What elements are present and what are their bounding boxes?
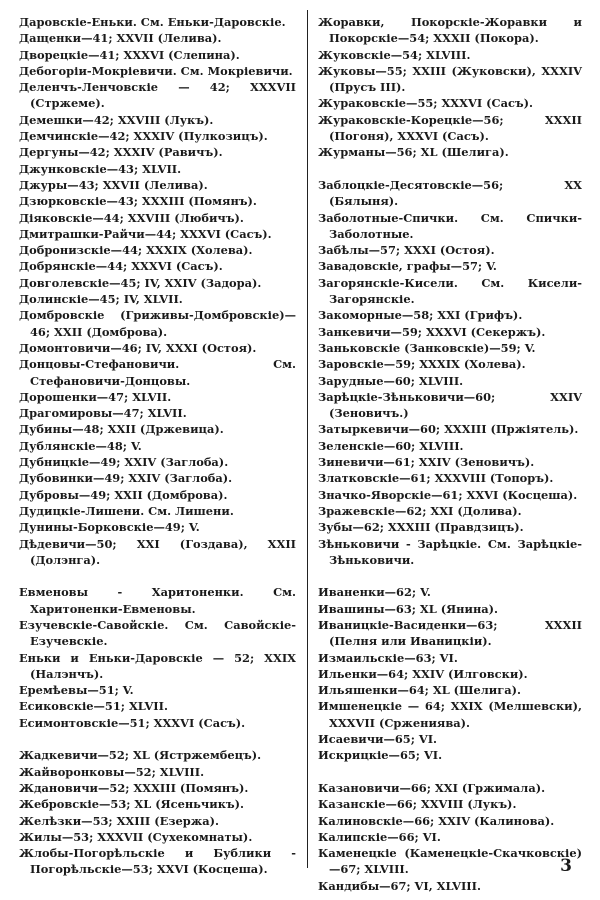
index-entry: Ильенки—64; XXIV (Илговски).: [318, 666, 528, 681]
index-entry: Зѣньковичи - Зарѣцкіе. См. Зарѣцкіе-Зѣньковичи.: [318, 536, 582, 567]
index-entry: Дублянскіе—48; V.: [19, 438, 142, 453]
section-gap: [318, 764, 582, 780]
index-entry: Загорянскіе-Кисели. См. Кисели-Загорянскіе.: [318, 275, 582, 307]
index-entry: Дворецкіе—41; XXXVI (Слепина).: [19, 47, 240, 62]
column-divider: [307, 10, 308, 868]
index-entry: Жоравки, Покорскіе-Жоравки и Покорскіе—54; XXXII (Покора).: [318, 15, 582, 46]
section-gap: [318, 161, 582, 177]
index-entry: Ильяшенки—64; XL (Шелига).: [318, 683, 521, 698]
section-gap: [318, 568, 582, 584]
index-entry: Журманы—56; XL (Шелига).: [318, 145, 509, 160]
index-entry: Жураковскіе—55; XXXVI (Сасъ).: [318, 96, 533, 111]
index-entry: Жлобы-Погорѣльскіе и Бублики - Погорѣльскіе—53; XXVI (Косцеша).: [19, 846, 296, 877]
index-entry: Казанскіе—66; XXVIII (Лукъ).: [318, 797, 517, 812]
index-entry: Зарѣцкіе-Зѣньковичи—60; XXIV (Зеновичъ.): [318, 389, 582, 421]
index-entry: Кандибы—67; VI, XLVIII.: [318, 878, 481, 893]
index-entry: Заровскіе—59; XXXIX (Холева).: [318, 357, 526, 372]
index-entry: Домбровскіе (Гриживы-Домбровскіе)—46; XXII (Домброва).: [19, 308, 296, 339]
index-entry: Закоморные—58; XXI (Грифъ).: [318, 308, 523, 323]
index-entry: Діяковскіе—44; XXVIII (Любичъ).: [19, 210, 244, 225]
index-entry: Драгомировы—47; XLVII.: [19, 406, 187, 421]
index-entry: Искрицкіе—65; VI.: [318, 748, 443, 763]
index-entry: Дорошенки—47; XLVII.: [19, 389, 172, 404]
index-entry: Затыркевичи—60; XXXIII (Пржіятель).: [318, 422, 579, 437]
index-entry: Жуковы—55; XXIII (Жуковски), XXXIV (Прусъ III).: [318, 63, 582, 95]
index-group: [19, 747, 296, 877]
index-entry: Желѣзки—53; XXIII (Езержа).: [19, 813, 220, 828]
index-entry: Зражевскіе—62; XXI (Долива).: [318, 503, 522, 518]
left-column: [19, 14, 296, 878]
index-group: [19, 584, 296, 731]
index-entry: Ждановичи—52; XXXIII (Помянъ).: [19, 780, 249, 795]
index-entry: Деленчъ-Ленчовскіе — 42; XXXVII (Стржеме).: [19, 80, 296, 111]
index-entry: Дзюрковскіе—43; XXXIII (Помянъ).: [19, 194, 257, 209]
index-entry: Дергуны—42; XXXIV (Равичъ).: [19, 145, 223, 160]
index-entry: Джунковскіе—43; XLVII.: [19, 161, 182, 176]
index-entry: Дунины-Борковскіе—49; V.: [19, 520, 200, 535]
index-entry: Зиневичи—61; XXIV (Зеновичъ).: [318, 455, 535, 470]
index-entry: Демчинскіе—42; XXXIV (Пулкозицъ).: [19, 129, 268, 144]
index-entry: Заньковскіе (Занковскіе)—59; V.: [318, 340, 536, 355]
index-entry: Завадовскіе, графы—57; V.: [318, 259, 497, 274]
index-entry: Жураковскіе-Корецкіе—56; XXXII (Погоня), XXXVI (Сасъ).: [318, 112, 582, 144]
index-entry: Зубы—62; XXXIII (Правдзицъ).: [318, 520, 524, 535]
index-entry: Забѣлы—57; XXXI (Остоя).: [318, 243, 495, 258]
index-entry: Домонтовичи—46; IV, XXXI (Остоя).: [19, 340, 257, 355]
index-entry: Калиновскіе—66; XXIV (Калинова).: [318, 813, 555, 828]
section-gap: [19, 568, 296, 584]
index-entry: Исаевичи—65; VI.: [318, 732, 438, 747]
index-entry: Дѣдевичи—50; XXI (Гоздава), XXII (Долэнга).: [19, 536, 296, 567]
index-group: [318, 780, 582, 894]
index-entry: Жебровскіе—53; XL (Ясеньчикъ).: [19, 797, 245, 812]
index-entry: Есимонтовскіе—51; XXXVI (Сасъ).: [19, 715, 246, 730]
index-entry: Езучевскіе-Савойскіе. См. Савойскіе-Езучевскіе.: [19, 617, 296, 649]
index-entry: Добронизскіе—44; XXXIX (Холева).: [19, 243, 253, 258]
index-entry: Жилы—53; XXXVII (Сухекомнаты).: [19, 829, 253, 844]
index-entry: Евменовы - Харитоненки. См. Харитоненки-Евменовы.: [19, 585, 296, 616]
section-gap: [19, 731, 296, 747]
index-entry: Значко-Яворскіе—61; XXVI (Косцеша).: [318, 487, 578, 502]
index-entry: Дубницкіе—49; XXIV (Заглоба).: [19, 455, 229, 470]
index-entry: Златковскіе—61; XXXVIII (Топоръ).: [318, 471, 554, 486]
index-group: [318, 177, 582, 568]
index-entry: Заболотные-Спички. См. Спички-Заболотные.: [318, 210, 582, 241]
index-entry: Джуры—43; XXVII (Лелива).: [19, 177, 208, 192]
index-entry: Даровскіе-Еньки. См. Еньки-Даровскіе.: [19, 15, 286, 29]
index-entry: Зеленскіе—60; XLVIII.: [318, 438, 464, 453]
index-entry: Дащенки—41; XXVII (Лелива).: [19, 31, 222, 46]
page-number: 3: [560, 856, 572, 876]
index-entry: Дубровы—49; XXII (Домброва).: [19, 487, 228, 502]
index-entry: Дебогоріи-Мокріевичи. См. Мокріевичи.: [19, 63, 293, 78]
index-entry: Дмитрашки-Райчи—44; XXXVI (Сасъ).: [19, 226, 272, 241]
index-entry: Жуковскіе—54; XLVIII.: [318, 47, 471, 62]
index-entry: Калипскіе—66; VI.: [318, 829, 441, 844]
index-entry: Жадкевичи—52; XL (Ястржембецъ).: [19, 748, 262, 763]
index-entry: Довголевскіе—45; IV, XXIV (Задора).: [19, 275, 262, 290]
index-entry: Дубовинки—49; XXIV (Заглоба).: [19, 471, 233, 486]
index-entry: Имшенецкіе — 64; XXIX (Мелшевски), XXXVII (Сржениява).: [318, 699, 582, 730]
index-group: [318, 14, 582, 161]
right-column: [318, 14, 582, 894]
index-entry: Иваницкіе-Васиденки—63; XXXII (Пелня или Иваницкіи).: [318, 617, 582, 649]
index-entry: Иваненки—62; V.: [318, 585, 431, 600]
index-entry: Занкевичи—59; XXXVI (Секержъ).: [318, 324, 546, 339]
index-entry: Жайворонковы—52; XLVIII.: [19, 764, 205, 779]
index-entry: Донцовы-Стефановичи. См. Стефановичи-Донцовы.: [19, 357, 296, 388]
index-entry: Добрянскіе—44; XXXVI (Сасъ).: [19, 259, 223, 274]
index-entry: Еньки и Еньки-Даровскіе — 52; XXIX (Налэнчъ).: [19, 650, 296, 681]
index-entry: Зарудные—60; XLVIII.: [318, 373, 464, 388]
index-entry: Заблоцкіе-Десятовскіе—56; XX (Бялыня).: [318, 177, 582, 209]
index-entry: Еремѣевы—51; V.: [19, 683, 134, 698]
index-entry: Есиковскіе—51; XLVII.: [19, 699, 168, 714]
index-entry: Казановичи—66; XXI (Гржимала).: [318, 780, 546, 795]
index-entry: Ивашины—63; XL (Янина).: [318, 601, 499, 616]
index-group: [19, 14, 296, 568]
index-entry: Демешки—42; XXVIII (Лукъ).: [19, 112, 214, 127]
index-entry: Дудицкіе-Лишени. См. Лишени.: [19, 503, 234, 518]
index-group: [318, 584, 582, 763]
index-entry: Каменецкіе (Каменецкіе-Скачковскіе)—67; XLVIII.: [318, 846, 582, 877]
index-entry: Дубины—48; XXII (Држевица).: [19, 422, 224, 437]
index-entry: Долинскіе—45; IV, XLVII.: [19, 292, 183, 307]
index-entry: Измаильскіе—63; VI.: [318, 650, 458, 665]
